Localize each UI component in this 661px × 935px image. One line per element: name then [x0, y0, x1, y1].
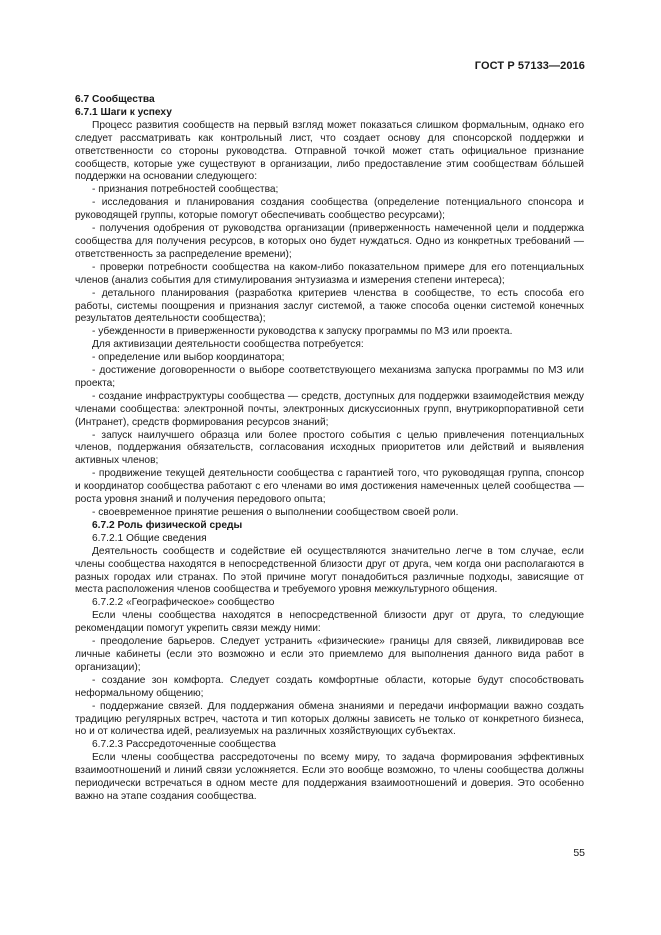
list-item: - получения одобрения от руководства организации (приверженность намеченной цели и поддержка сообщества для получения ресурсов, в которых оно будет нуждаться. Одно из конкретных требований — ответственность за распределение времени); [75, 223, 584, 260]
list-item: - детального планирования (разработка критериев членства в сообществе, то есть способа его работы, системы поощрения и признания заслуг системой, а также способа оценки системой конечных результатов деятельности сообщества); [75, 287, 584, 325]
list-item: - определение или выбор координатора; [92, 352, 285, 364]
subsection-title-6-7-1: 6.7.1 Шаги к успеху [75, 106, 172, 118]
clause-title: 6.7.2.3 Рассредоточенные сообщества [92, 739, 276, 751]
list-item: - признания потребностей сообщества; [92, 184, 279, 196]
list-item: - поддержание связей. Для поддержания обмена знаниями и передачи информации важно создать традицию регулярных встреч, частота и тип которых должны зависеть не только от конкретного бизнеса, но и от количества идей, реализуемых на различных хозяйствующих субъектах. [75, 700, 584, 738]
section-title: 6.7 Сообщества [75, 94, 155, 105]
page-number: 55 [573, 847, 585, 859]
list-item: - создание зон комфорта. Следует создать комфортные области, которые будут способствовать неформальному общению; [75, 674, 584, 699]
subsection-title-6-7-2: 6.7.2 Роль физической среды [92, 519, 243, 531]
paragraph: Если члены сообщества рассредоточены по всему миру, то задача формирования эффективных взаимоотношений и линий связи усложняется. Если это вообще возможно, то члены сообщества должны периодически встречаться в одном месте для поддержания взаимоотношений и доверия. Это особенно важно на этапе создания сообщества. [75, 752, 584, 802]
standard-designation: ГОСТ Р 57133—2016 [474, 60, 585, 72]
list-item: - своевременное принятие решения о выполнении сообществом своей роли. [92, 507, 459, 518]
list-item: - создание инфраструктуры сообщества — средств, доступных для поддержки взаимодействия между членами сообщества: электронной почты, электронных дискуссионных групп, внутрикорпоративной сети (Интранет), средств формирования ресурсов знаний; [75, 390, 584, 428]
list-item: - запуск наилучшего образца или более простого события с целью привлечения потенциальных членов, поддержания обязательств, согласования исходных приоритетов или действий и выявления активных членов; [75, 429, 584, 467]
paragraph-intro: Процесс развития сообществ на первый взгляд может показаться слишком формальным, однако его следует рассматривать как контрольный лист, что создает основу для спонсорской поддержки и ответственности со стороны руководства. Отправной точкой может стать официальное признание сообществ, которые уже существуют в организации, либо предоставление этим сообществам бо́льшей поддержки на основании следующего: [75, 119, 584, 183]
clause-title: 6.7.2.1 Общие сведения [92, 532, 207, 544]
list-item: - достижение договоренности о выборе соответствующего механизма запуска программы по МЗ или проекта; [75, 365, 584, 389]
paragraph-activation: Для активизации деятельности сообщества потребуется: [92, 339, 364, 351]
list-item: - проверки потребности сообщества на каком-либо показательном примере для его потенциальных членов (анализ события для стимулирования энтузиазма и измерения степени интереса); [75, 261, 584, 286]
paragraph: Если члены сообщества находятся в непосредственной близости друг от друга, то следующие рекомендации помогут укрепить связи между ними: [75, 610, 584, 635]
document-body [75, 94, 584, 804]
list-item: - преодоление барьеров. Следует устранить «физические» границы для связей, ликвидировав все личные кабинеты (если это возможно и если это приемлемо для выполнения данного вида работ в организации); [75, 636, 584, 673]
clause-title: 6.7.2.2 «Географическое» сообщество [92, 597, 275, 609]
list-item: - продвижение текущей деятельности сообщества с гарантией того, что руководящая группа, спонсор и координатор сообщества работают с его членами во имя достижения намеченных целей сообщества — роста уровня знаний и получения передового опыта; [75, 468, 584, 506]
paragraph: Деятельность сообществ и содействие ей осуществляются значительно легче в том случае, если члены сообщества находятся в непосредственной близости друг от друга, чем когда они располагаются в разных городах или странах. По этой причине могут понадобиться различные подходы, зависящие от места расположения членов сообщества и требуемого уровня межкультурного общения. [75, 545, 584, 596]
list-item: - убежденности в приверженности руководства к запуску программы по МЗ или проекта. [92, 326, 513, 338]
list-item: - исследования и планирования создания сообщества (определение потенциального спонсора и руководящей группы, которые помогут обеспечивать сообщество ресурсами); [75, 197, 584, 222]
